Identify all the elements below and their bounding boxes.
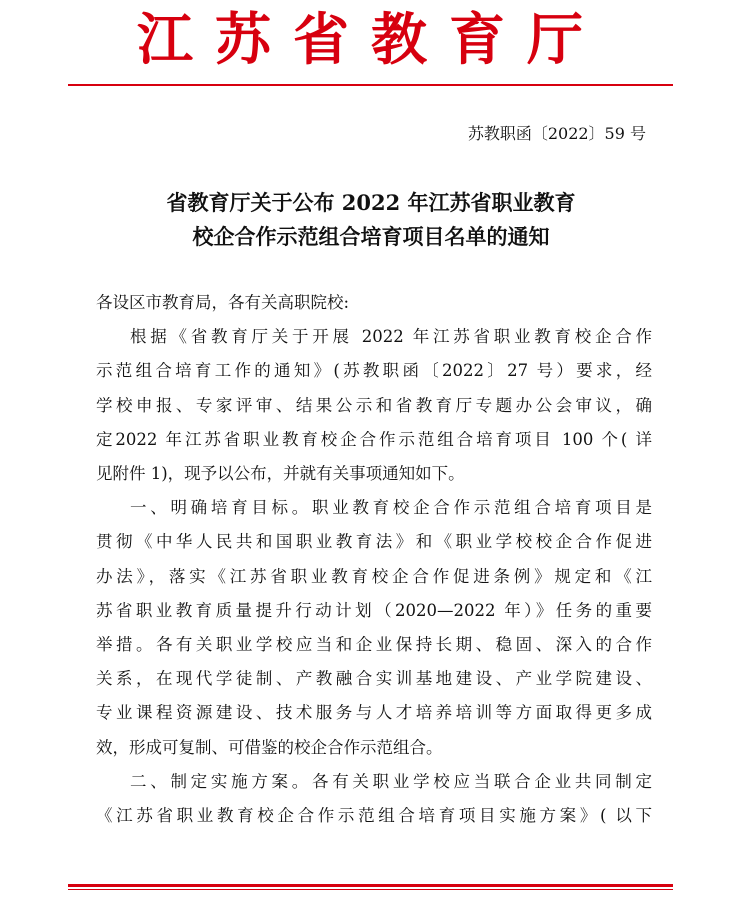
- paragraph-3-line: 《江苏省职业教育校企合作示范组合培育项目实施方案》( 以下: [96, 806, 652, 826]
- paragraph-2-line: 关系，在现代学徒制、产教融合实训基地建设、产业学院建设、: [96, 669, 652, 689]
- document-number: 苏教职函〔2022〕59 号: [467, 124, 646, 143]
- paragraph-1-line: 见附件 1)，现予以公布，并就有关事项通知如下。: [96, 464, 465, 484]
- document-title-line-1: 省教育厅关于公布 2022 年江苏省职业教育: [166, 190, 576, 215]
- paragraph-2-line: 贯彻《中华人民共和国职业教育法》和《职业学校校企合作促进: [96, 532, 652, 552]
- paragraph-1-line: 定2022 年江苏省职业教育校企合作示范组合培育项目 100 个( 详: [96, 429, 652, 449]
- letterhead-title: 江苏省教育厅: [137, 7, 605, 73]
- paragraph-2-line: 办法》，落实《江苏省职业教育校企合作促进条例》规定和《江: [96, 566, 652, 586]
- paragraph-2-line: 专业课程资源建设、技术服务与人才培养培训等方面取得更多成: [96, 703, 652, 723]
- document-title-line-2: 校企合作示范组合培育项目名单的通知: [192, 224, 550, 249]
- paragraph-2-line: 举措。各有关职业学校应当和企业保持长期、稳固、深入的合作: [96, 635, 652, 655]
- paragraph-1-line: 示范组合培育工作的通知》(苏教职函〔2022〕27 号）要求，经: [96, 361, 652, 381]
- document-title: [0, 186, 742, 254]
- footer-divider-thick: [68, 884, 673, 887]
- salutation: 各设区市教育局，各有关高职院校:: [96, 293, 350, 312]
- document-body: [96, 286, 652, 833]
- paragraph-2-line: 效，形成可复制、可借鉴的校企合作示范组合。: [96, 737, 443, 757]
- letterhead-divider: [68, 84, 673, 86]
- paragraph-1-line: 学校申报、专家评审、结果公示和省教育厅专题办公会审议，确: [96, 395, 652, 415]
- paragraph-1-line: 根据《省教育厅关于开展 2022 年江苏省职业教育校企合作: [130, 327, 652, 347]
- paragraph-3-line: 二、制定实施方案。各有关职业学校应当联合企业共同制定: [130, 771, 652, 791]
- paragraph-2-line: 苏省职业教育质量提升行动计划（2020—2022 年）》任务的重要: [96, 600, 652, 620]
- paragraph-2-line: 一、明确培育目标。职业教育校企合作示范组合培育项目是: [130, 498, 652, 518]
- footer-divider-thin: [68, 889, 673, 890]
